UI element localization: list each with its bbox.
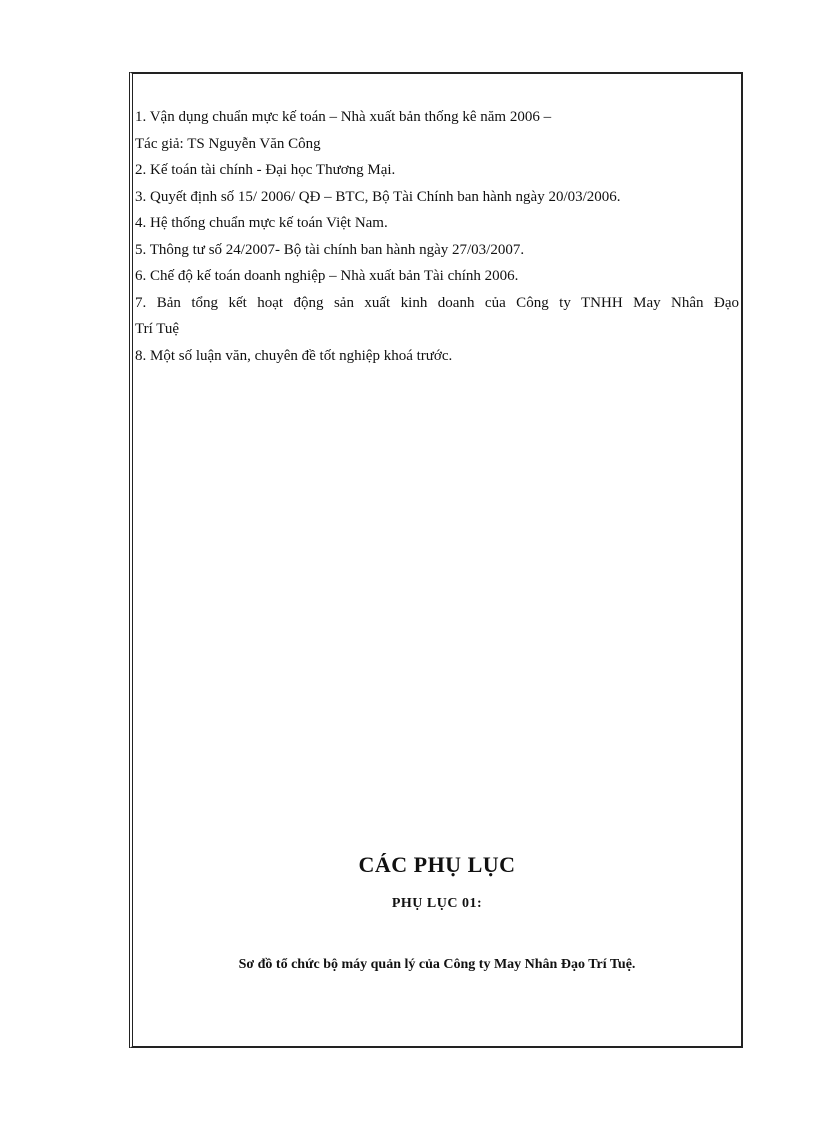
reference-item-1: 1. Vận dụng chuẩn mực kế toán – Nhà xuất bản thống kê năm 2006 – (135, 109, 552, 125)
reference-item-6: 6. Chế độ kế toán doanh nghiệp – Nhà xuất bản Tài chính 2006. (135, 268, 519, 284)
appendix-heading: CÁC PHỤ LỤC (358, 852, 516, 877)
appendix-caption: Sơ đồ tổ chức bộ máy quản lý của Công ty May Nhân Đạo Trí Tuệ. (238, 957, 636, 972)
reference-item-7-continued: Trí Tuệ (135, 321, 180, 337)
reference-item-7: 7. Bản tổng kết hoạt động sản xuất kinh doanh của Công ty TNHH May Nhân Đạo (135, 294, 739, 311)
reference-item-3: 3. Quyết định số 15/ 2006/ QĐ – BTC, Bộ Tài Chính ban hành ngày 20/03/2006. (135, 188, 621, 205)
reference-list (135, 104, 739, 369)
reference-item-1-author: Tác giả: TS Nguyễn Văn Công (135, 135, 321, 152)
reference-item-8: 8. Một số luận văn, chuyên đề tốt nghiệp khoá trước. (135, 347, 453, 364)
reference-item-4: 4. Hệ thống chuẩn mực kế toán Việt Nam. (135, 215, 388, 231)
appendix-subheading: PHỤ LỤC 01: (391, 896, 483, 911)
reference-item-5: 5. Thông tư số 24/2007- Bộ tài chính ban hành ngày 27/03/2007. (135, 241, 525, 258)
reference-item-2: 2. Kế toán tài chính - Đại học Thương Mại. (135, 162, 396, 178)
